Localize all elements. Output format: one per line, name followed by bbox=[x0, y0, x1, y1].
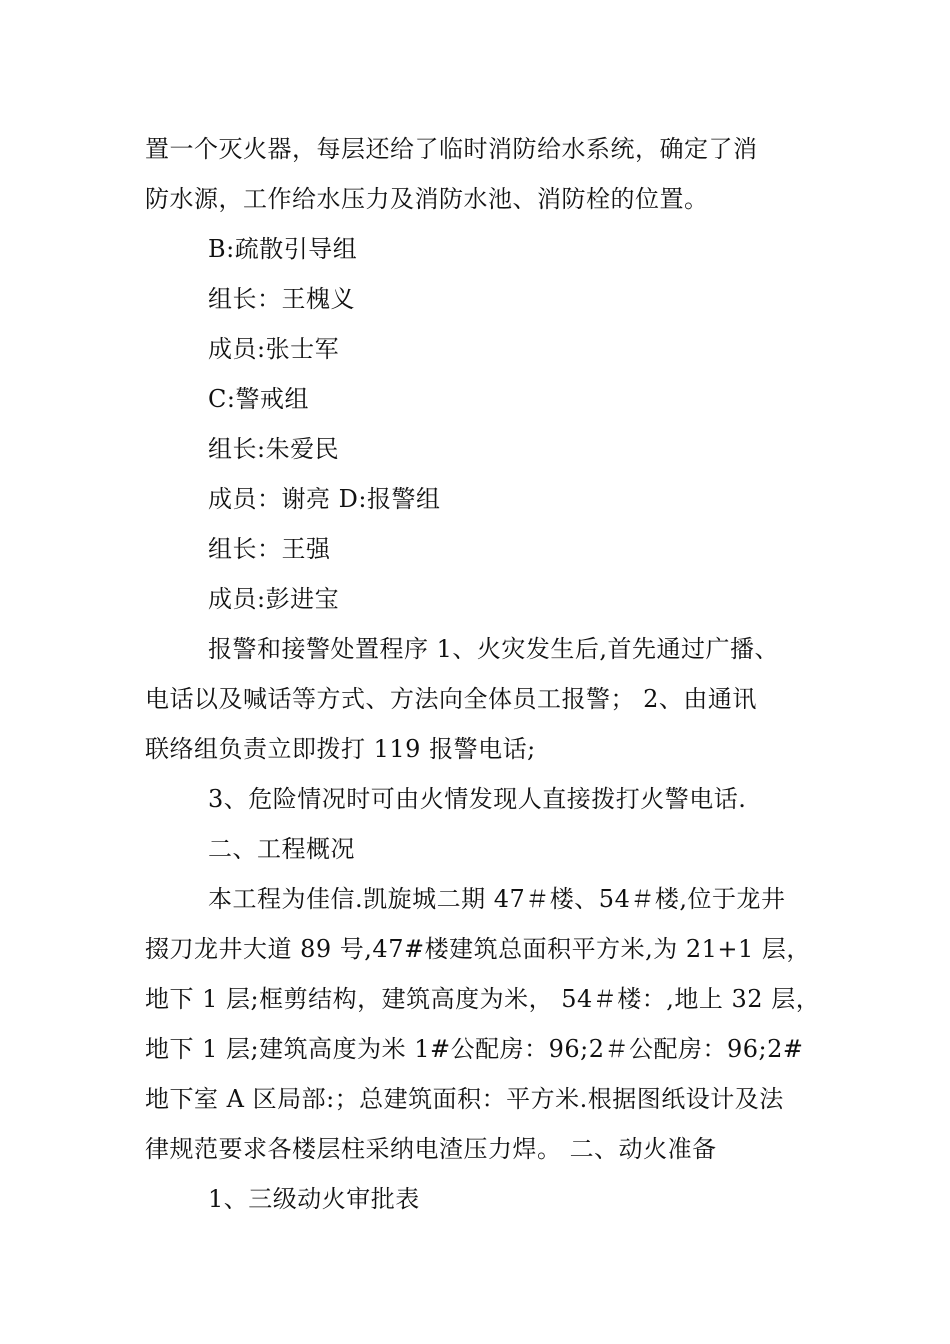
paragraph-line: 3、危险情况时可由火情发现人直接拨打火警电话. bbox=[208, 785, 747, 813]
paragraph-line: 律规范要求各楼层柱采纳电渣压力焊。 二、动火准备 bbox=[145, 1135, 717, 1163]
paragraph-line: 掇刀龙井大道 89 号,47#楼建筑总面积平方米,为 21+1 层， bbox=[145, 935, 811, 963]
paragraph-line: 报警和接警处置程序 1、火灾发生后,首先通过广播、 bbox=[208, 635, 780, 663]
paragraph-line: 成员:张士军 bbox=[208, 335, 340, 363]
paragraph-line: 组长：王强 bbox=[208, 535, 331, 563]
paragraph-line: 地下 1 层;建筑高度为米 1#公配房：96;2＃公配房：96;2# bbox=[145, 1035, 804, 1063]
paragraph-line: 电话以及喊话等方式、方法向全体员工报警； 2、由通讯 bbox=[145, 685, 757, 713]
section-heading: 二、工程概况 bbox=[208, 835, 355, 863]
paragraph-line: 联络组负责立即拨打 119 报警电话; bbox=[145, 735, 536, 763]
section-heading: C:警戒组 bbox=[208, 385, 309, 413]
paragraph-line: 地下 1 层;框剪结构，建筑高度为米， 54＃楼：,地上 32 层， bbox=[145, 985, 821, 1013]
paragraph-line: 防水源，工作给水压力及消防水池、消防栓的位置。 bbox=[145, 185, 709, 213]
paragraph-line: 成员：谢亮 D:报警组 bbox=[208, 485, 441, 513]
paragraph-line: 地下室 A 区局部:；总建筑面积：平方米.根据图纸设计及法 bbox=[145, 1085, 784, 1113]
paragraph-line: 置一个灭火器，每层还给了临时消防给水系统，确定了消 bbox=[145, 135, 758, 163]
paragraph-line: 组长：王槐义 bbox=[208, 285, 355, 313]
paragraph-line: 1、三级动火审批表 bbox=[208, 1185, 420, 1213]
section-heading: B:疏散引导组 bbox=[208, 235, 358, 263]
paragraph-line: 组长:朱爱民 bbox=[208, 435, 340, 463]
paragraph-line: 本工程为佳信.凯旋城二期 47＃楼、54＃楼,位于龙井 bbox=[208, 885, 786, 913]
paragraph-line: 成员:彭进宝 bbox=[208, 585, 340, 613]
